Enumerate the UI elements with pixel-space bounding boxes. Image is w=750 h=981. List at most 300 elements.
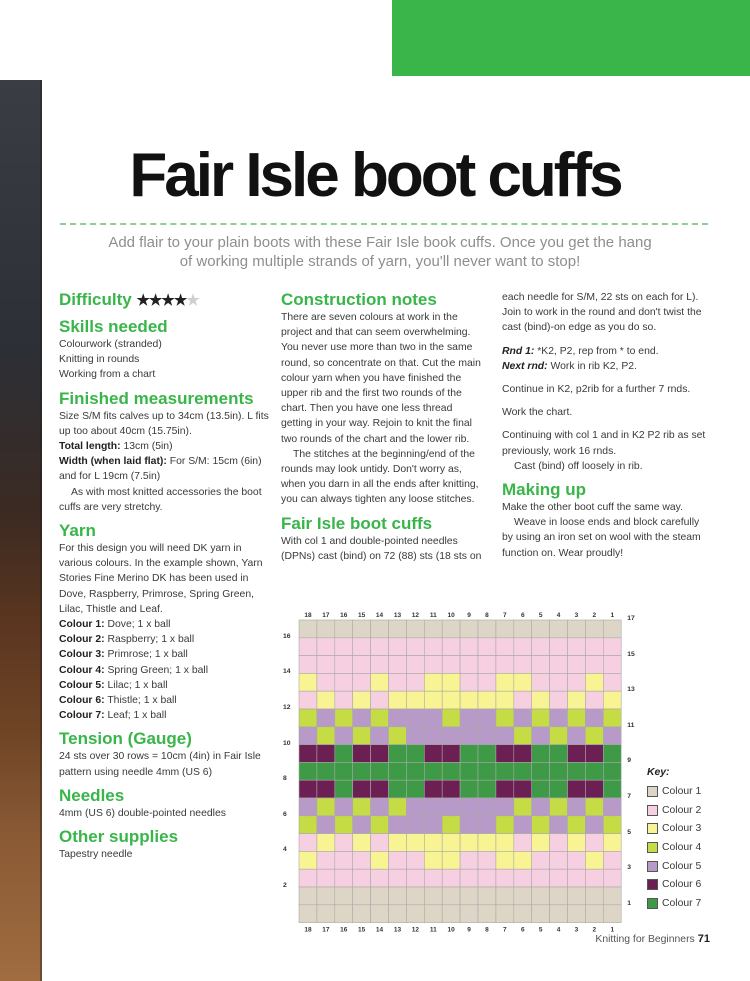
chart-cell — [603, 691, 621, 709]
chart-cell — [406, 709, 424, 727]
chart-cell — [406, 656, 424, 674]
chart-cell — [424, 709, 442, 727]
chart-cell — [424, 780, 442, 798]
chart-cell — [371, 905, 389, 923]
chart-cell — [353, 816, 371, 834]
chart-cell — [585, 620, 603, 638]
chart-column-label-bottom: 18 — [304, 926, 312, 934]
chart-cell — [603, 762, 621, 780]
skill-item: Working from a chart — [59, 369, 156, 381]
chart-cell — [585, 762, 603, 780]
chart-cell — [353, 691, 371, 709]
chart-cell — [299, 816, 317, 834]
chart-cell — [585, 727, 603, 745]
chart-column-label-top: 3 — [574, 612, 579, 619]
chart-cell — [442, 798, 460, 816]
chart-cell — [585, 691, 603, 709]
key-swatch — [647, 879, 658, 890]
chart-cell — [335, 673, 353, 691]
fair-isle-chart — [295, 610, 640, 934]
boot-photo-strip — [0, 80, 42, 981]
chart-cell — [424, 620, 442, 638]
star-filled-icon: ★ — [173, 292, 187, 309]
chart-cell — [335, 887, 353, 905]
yarn-colour-item: Colour 6: Thistle; 1 x ball — [59, 695, 177, 707]
chart-cell — [424, 762, 442, 780]
chart-cell — [532, 816, 550, 834]
key-label: Colour 4 — [662, 841, 702, 853]
chart-cell — [406, 691, 424, 709]
chart-cell — [442, 780, 460, 798]
key-item — [647, 894, 701, 913]
chart-cell — [460, 673, 478, 691]
chart-cell — [406, 905, 424, 923]
chart-cell — [550, 745, 568, 763]
chart-cell — [568, 745, 586, 763]
chart-cell — [460, 816, 478, 834]
key-swatch — [647, 842, 658, 853]
chart-column-label-bottom: 9 — [467, 926, 471, 934]
chart-cell — [550, 762, 568, 780]
chart-cell — [442, 762, 460, 780]
chart-cell — [603, 709, 621, 727]
chart-cell — [353, 905, 371, 923]
chart-cell — [406, 780, 424, 798]
pattern-heading: Fair Isle boot cuffs — [281, 513, 433, 533]
yarn-colour-item: Colour 3: Primrose; 1 x ball — [59, 649, 188, 661]
chart-cell — [389, 638, 407, 656]
chart-cell — [478, 709, 496, 727]
chart-cell — [424, 798, 442, 816]
chart-column-label-top: 16 — [340, 612, 348, 619]
chart-cell — [406, 798, 424, 816]
construction-p2: The stitches at the beginning/end of the rounds may look untidy. Don't worry as, when you darn in all the ends after knitting, you can always tighten any loose stitches. — [281, 448, 479, 506]
chart-row-label-left: 8 — [283, 775, 287, 783]
key-item — [647, 782, 701, 801]
chart-cell — [389, 673, 407, 691]
chart-cell — [514, 727, 532, 745]
chart-cell — [424, 745, 442, 763]
yarn-colour-item: Colour 7: Leaf; 1 x ball — [59, 710, 167, 722]
chart-cell — [478, 691, 496, 709]
chart-cell — [568, 691, 586, 709]
chart-cell — [406, 745, 424, 763]
chart-cell — [585, 869, 603, 887]
chart-cell — [514, 691, 532, 709]
key-item — [647, 838, 701, 857]
chart-cell — [568, 780, 586, 798]
chart-cell — [299, 851, 317, 869]
chart-row-label-left: 2 — [283, 882, 287, 889]
chart-cell — [299, 887, 317, 905]
chart-cell — [514, 834, 532, 852]
measurements-note: As with most knitted accessories the boot cuffs are very stretchy. — [59, 486, 262, 513]
chart-cell — [568, 727, 586, 745]
chart-cell — [406, 834, 424, 852]
page-title: Fair Isle boot cuffs — [129, 141, 621, 210]
chart-cell — [335, 869, 353, 887]
pattern-intro: With col 1 and double-pointed needles (DPNs) cast (bind) on 72 (88) sts (18 sts on — [281, 535, 482, 562]
key-swatch — [647, 805, 658, 816]
chart-cell — [532, 905, 550, 923]
chart-cell — [585, 834, 603, 852]
chart-column-label-top: 7 — [503, 612, 507, 619]
chart-cell — [478, 869, 496, 887]
chart-cell — [532, 762, 550, 780]
chart-cell — [478, 816, 496, 834]
chart-cell — [335, 816, 353, 834]
chart-cell — [514, 905, 532, 923]
chart-cell — [299, 869, 317, 887]
chart-key — [647, 767, 701, 913]
chart-cell — [460, 798, 478, 816]
chart-cell — [424, 727, 442, 745]
chart-cell — [532, 656, 550, 674]
chart-cell — [389, 798, 407, 816]
chart-cell — [442, 673, 460, 691]
yarn-colour-item: Colour 2: Raspberry; 1 x ball — [59, 634, 195, 646]
yarn-colour-list — [59, 617, 269, 723]
chart-cell — [406, 762, 424, 780]
chart-cell — [514, 780, 532, 798]
chart-column-label-top: 9 — [467, 612, 471, 619]
chart-cell — [460, 834, 478, 852]
chart-cell — [335, 727, 353, 745]
chart-cell — [550, 638, 568, 656]
chart-cell — [496, 887, 514, 905]
chart-cell — [406, 673, 424, 691]
chart-cell — [585, 673, 603, 691]
chart-cell — [371, 869, 389, 887]
making-up-heading: Making up — [502, 480, 587, 500]
chart-cell — [299, 656, 317, 674]
chart-cell — [299, 673, 317, 691]
chart-cell — [442, 816, 460, 834]
chart-cell — [353, 798, 371, 816]
chart-cell — [389, 816, 407, 834]
key-title: Key: — [647, 767, 670, 778]
chart-cell — [406, 620, 424, 638]
chart-cell — [514, 620, 532, 638]
chart-cell — [353, 638, 371, 656]
chart-cell — [532, 673, 550, 691]
chart-row-label-left: 4 — [283, 846, 287, 854]
chart-cell — [496, 780, 514, 798]
difficulty-stars — [136, 292, 198, 309]
chart-cell — [460, 762, 478, 780]
chart-column-label-bottom: 10 — [447, 926, 455, 934]
chart-cell — [299, 745, 317, 763]
yarn-heading: Yarn — [59, 521, 96, 541]
yarn-colour-item: Colour 5: Lilac; 1 x ball — [59, 679, 168, 691]
chart-cell — [496, 709, 514, 727]
chart-cell — [496, 620, 514, 638]
chart-cell — [550, 816, 568, 834]
chart-cell — [603, 727, 621, 745]
chart-row-label-right: 13 — [627, 686, 635, 694]
chart-cell — [353, 727, 371, 745]
chart-cell — [568, 887, 586, 905]
chart-cell — [532, 727, 550, 745]
chart-column-label-top: 4 — [556, 612, 561, 619]
chart-cell — [389, 691, 407, 709]
chart-cell — [335, 656, 353, 674]
chart-cell — [603, 869, 621, 887]
yarn-colour-item: Colour 1: Dove; 1 x ball — [59, 619, 171, 631]
chart-column-label-bottom: 3 — [574, 926, 579, 934]
chart-cell — [478, 798, 496, 816]
key-label: Colour 6 — [662, 879, 702, 891]
chart-cell — [496, 834, 514, 852]
chart-column-label-top: 18 — [304, 612, 312, 619]
tension-text: 24 sts over 30 rows = 10cm (4in) in Fair Isle pattern using needle 4mm (US 6) — [59, 751, 261, 778]
chart-column-label-bottom: 16 — [340, 926, 348, 934]
chart-column-label-bottom: 17 — [322, 926, 330, 934]
chart-column-label-top: 17 — [322, 612, 330, 619]
chart-column-label-bottom: 7 — [503, 926, 507, 934]
chart-cell — [389, 709, 407, 727]
chart-cell — [424, 656, 442, 674]
measurements-size: Size S/M fits calves up to 34cm (13.5in). L fits up too about 40cm (15.75in). — [59, 410, 269, 437]
chart-cell — [568, 762, 586, 780]
chart-cell — [424, 673, 442, 691]
pattern-rnd1: Rnd 1: *K2, P2, rep from * to end. — [502, 345, 659, 357]
chart-row-label-left: 14 — [283, 668, 291, 676]
chart-cell — [568, 851, 586, 869]
chart-cell — [603, 673, 621, 691]
chart-cell — [371, 762, 389, 780]
chart-cell — [514, 745, 532, 763]
chart-cell — [460, 620, 478, 638]
skill-item: Colourwork (stranded) — [59, 339, 162, 350]
key-label: Colour 2 — [662, 804, 702, 816]
chart-cell — [317, 673, 335, 691]
column-materials — [59, 290, 269, 862]
chart-cell — [603, 851, 621, 869]
chart-cell — [532, 869, 550, 887]
chart-cell — [550, 887, 568, 905]
chart-cell — [424, 905, 442, 923]
chart-cell — [389, 851, 407, 869]
chart-row-label-right: 15 — [627, 650, 635, 658]
chart-cell — [550, 691, 568, 709]
chart-cell — [335, 905, 353, 923]
chart-cell — [532, 745, 550, 763]
chart-cell — [353, 869, 371, 887]
chart-cell — [603, 816, 621, 834]
chart-cell — [460, 691, 478, 709]
chart-cell — [478, 851, 496, 869]
chart-cell — [603, 638, 621, 656]
chart-cell — [568, 673, 586, 691]
chart-cell — [406, 638, 424, 656]
chart-cell — [496, 673, 514, 691]
chart-cell — [550, 869, 568, 887]
chart-cell — [496, 762, 514, 780]
chart-cell — [335, 834, 353, 852]
chart-cell — [299, 780, 317, 798]
chart-cell — [532, 691, 550, 709]
chart-cell — [353, 656, 371, 674]
chart-cell — [585, 905, 603, 923]
chart-cell — [568, 620, 586, 638]
chart-cell — [514, 709, 532, 727]
chart-cell — [371, 834, 389, 852]
chart-cell — [335, 638, 353, 656]
chart-row-label-right: 1 — [627, 899, 631, 907]
chart-cell — [317, 834, 335, 852]
chart-cell — [496, 745, 514, 763]
chart-cell — [568, 834, 586, 852]
chart-cell — [406, 816, 424, 834]
chart-column-label-bottom: 15 — [358, 926, 366, 934]
chart-cell — [424, 816, 442, 834]
chart-cell — [299, 834, 317, 852]
chart-cell — [371, 727, 389, 745]
chart-cell — [371, 851, 389, 869]
chart-cell — [496, 905, 514, 923]
chart-cell — [532, 851, 550, 869]
chart-cell — [317, 727, 335, 745]
chart-cell — [299, 727, 317, 745]
chart-cell — [406, 727, 424, 745]
chart-cell — [514, 656, 532, 674]
chart-cell — [585, 816, 603, 834]
chart-column-label-bottom: 11 — [429, 926, 437, 934]
chart-cell — [496, 798, 514, 816]
chart-cell — [478, 905, 496, 923]
chart-cell — [478, 620, 496, 638]
chart-cell — [353, 762, 371, 780]
chart-cell — [371, 887, 389, 905]
chart-column-label-top: 12 — [411, 612, 419, 619]
chart-cell — [317, 709, 335, 727]
chart-cell — [317, 656, 335, 674]
chart-cell — [514, 673, 532, 691]
star-filled-icon: ★ — [148, 292, 162, 309]
chart-cell — [585, 780, 603, 798]
chart-cell — [568, 656, 586, 674]
key-swatch — [647, 861, 658, 872]
needles-heading: Needles — [59, 785, 125, 805]
chart-cell — [389, 905, 407, 923]
chart-cell — [389, 780, 407, 798]
chart-cell — [568, 638, 586, 656]
key-swatch — [647, 823, 658, 834]
chart-cell — [335, 798, 353, 816]
chart-column-label-top: 1 — [610, 612, 615, 619]
chart-row-label-right: 17 — [627, 615, 635, 622]
chart-cell — [299, 620, 317, 638]
key-label: Colour 5 — [662, 860, 702, 872]
chart-cell — [353, 709, 371, 727]
chart-cell — [442, 745, 460, 763]
chart-cell — [514, 798, 532, 816]
pattern-continue: Continue in K2, p2rib for a further 7 rnds. — [502, 384, 691, 396]
chart-cell — [371, 673, 389, 691]
chart-cell — [496, 727, 514, 745]
chart-cell — [442, 887, 460, 905]
chart-column-label-top: 8 — [485, 612, 489, 619]
pattern-chart: Work the chart. — [502, 407, 573, 419]
chart-cell — [335, 745, 353, 763]
chart-cell — [585, 656, 603, 674]
star-filled-icon: ★ — [161, 292, 174, 309]
key-item — [647, 801, 701, 820]
dashed-divider — [60, 223, 708, 225]
chart-row-label-right: 11 — [627, 721, 635, 729]
chart-cell — [317, 762, 335, 780]
chart-cell — [568, 905, 586, 923]
chart-cell — [532, 834, 550, 852]
chart-column-label-bottom: 2 — [592, 926, 597, 934]
chart-cell — [299, 905, 317, 923]
chart-cell — [317, 887, 335, 905]
chart-row-label-right: 3 — [627, 864, 631, 872]
chart-cell — [299, 709, 317, 727]
chart-cell — [424, 869, 442, 887]
chart-cell — [550, 656, 568, 674]
page-footer — [595, 933, 710, 945]
chart-cell — [478, 780, 496, 798]
measurements-width: Width (when laid flat): For S/M: 15cm (6in) and for L 19cm (7.5in) — [59, 456, 262, 483]
key-item — [647, 857, 701, 876]
chart-cell — [424, 834, 442, 852]
chart-column-label-top: 5 — [538, 612, 543, 619]
chart-cell — [371, 798, 389, 816]
chart-cell — [389, 887, 407, 905]
difficulty-heading: Difficulty ★★★★★ — [59, 290, 199, 309]
chart-cell — [442, 851, 460, 869]
skills-heading: Skills needed — [59, 317, 168, 336]
chart-cell — [442, 709, 460, 727]
chart-cell — [478, 673, 496, 691]
chart-cell — [335, 762, 353, 780]
chart-cell — [603, 834, 621, 852]
chart-cell — [424, 638, 442, 656]
chart-cell — [371, 638, 389, 656]
chart-cell — [371, 656, 389, 674]
pattern-cast-off: Cast (bind) off loosely in rib. — [514, 460, 643, 472]
chart-cell — [406, 869, 424, 887]
chart-cell — [568, 869, 586, 887]
chart-cell — [299, 798, 317, 816]
chart-column-label-bottom: 12 — [411, 926, 419, 934]
skill-item: Knitting in rounds — [59, 354, 140, 366]
pattern-continuing: Continuing with col 1 and in K2 P2 rib as set previously, work 16 rnds. — [502, 430, 706, 457]
chart-cell — [532, 620, 550, 638]
key-swatch — [647, 786, 658, 797]
footer-title: Knitting for Beginners — [595, 934, 695, 945]
chart-cell — [532, 887, 550, 905]
chart-cell — [335, 691, 353, 709]
chart-column-label-bottom: 14 — [375, 926, 384, 934]
chart-cell — [335, 851, 353, 869]
key-label: Colour 7 — [662, 897, 702, 909]
chart-cell — [335, 780, 353, 798]
chart-cell — [317, 869, 335, 887]
chart-cell — [603, 620, 621, 638]
chart-column-label-bottom: 8 — [485, 926, 489, 934]
chart-cell — [460, 745, 478, 763]
needles-text: 4mm (US 6) double-pointed needles — [59, 807, 226, 819]
chart-cell — [317, 638, 335, 656]
chart-cell — [353, 745, 371, 763]
construction-p1: There are seven colours at work in the project and that can seem overwhelming. You never use more than two in the same round, so concentrate on that. Cut the main colour yarn when you have finished the upper rib and the first two rounds of the chart. Then you have one less thread getting in your way. Rejoin to knit the final two rounds of the chart and the lower rib. — [281, 312, 481, 445]
chart-cell — [335, 620, 353, 638]
chart-cell — [317, 620, 335, 638]
chart-row-label-right: 5 — [627, 828, 631, 836]
